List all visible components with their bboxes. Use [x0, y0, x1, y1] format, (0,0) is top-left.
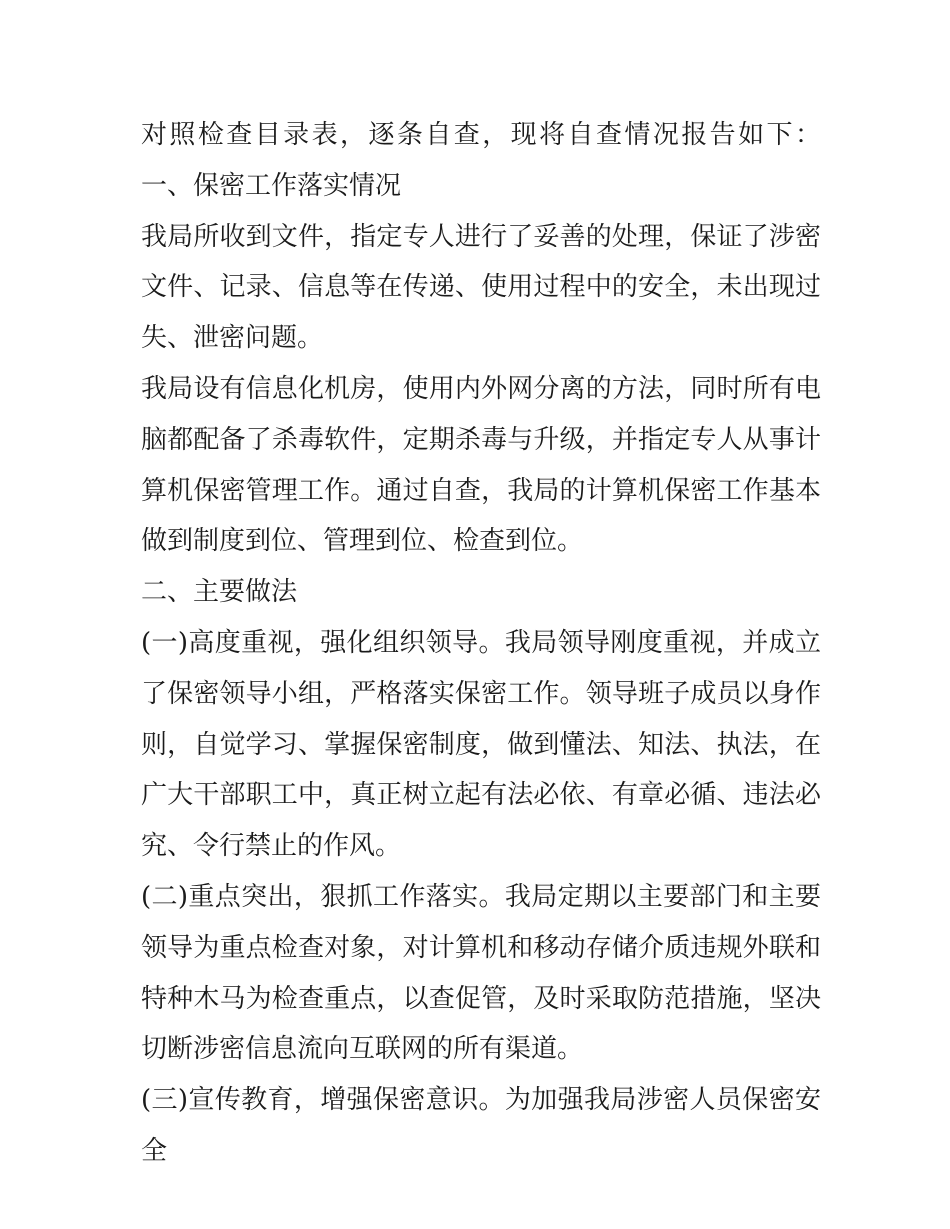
document-body [141, 110, 821, 1177]
paragraph-leadership: (一)高度重视，强化组织领导。我局领导刚度重视，并成立了保密领导小组，严格落实保密工作。领导班子成员以身作则，自觉学习、掌握保密制度，做到懂法、知法、执法，在广大干部职工中，真正树立起有法必依、有章必循、违法必究、令行禁止的作风。 [141, 627, 821, 862]
paragraph-key-checks: (二)重点突出，狠抓工作落实。我局定期以主要部门和主要领导为重点检查对象，对计算机和移动存储介质违规外联和特种木马为检查重点，以查促管，及时采取防范措施，坚决切断涉密信息流向互联网的所有渠道。 [141, 881, 821, 1065]
paragraph-intro: 对照检查目录表，逐条自查，现将自查情况报告如下： 一、保密工作落实情况 [141, 120, 821, 201]
paragraph-computer-security: 我局设有信息化机房，使用内外网分离的方法，同时所有电脑都配备了杀毒软件，定期杀毒与升级，并指定专人从事计算机保密管理工作。通过自查，我局的计算机保密工作基本做到制度到位、管理到位、检查到位。 [141, 373, 821, 557]
paragraph-education: (三)宣传教育，增强保密意识。为加强我局涉密人员保密安全 [141, 1085, 821, 1166]
section-heading-main-practices: 二、主要做法 [141, 577, 298, 608]
paragraph-file-handling: 我局所收到文件，指定专人进行了妥善的处理，保证了涉密文件、记录、信息等在传递、使用过程中的安全，未出现过失、泄密问题。 [141, 221, 821, 354]
